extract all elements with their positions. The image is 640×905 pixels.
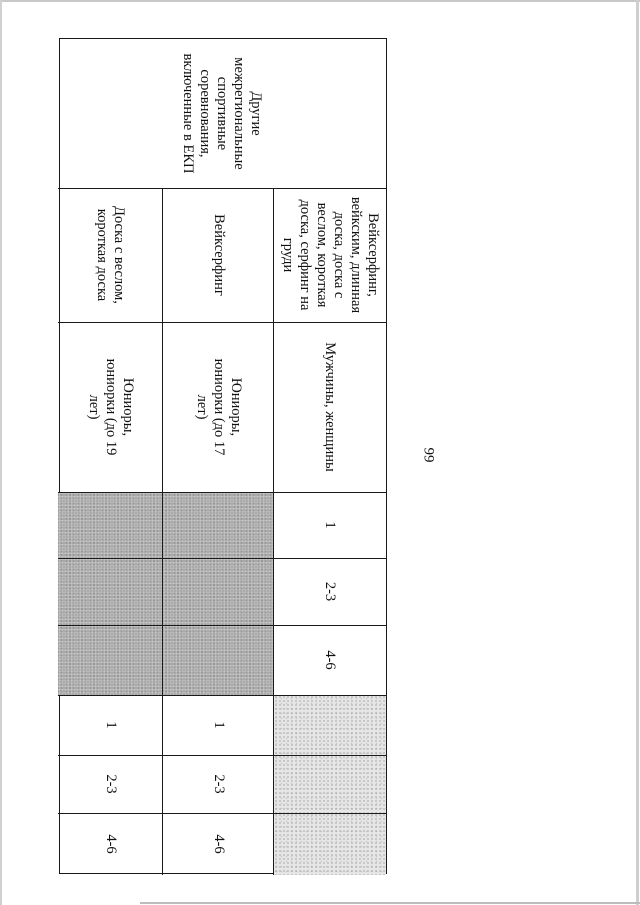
- shaded-cell: [58, 558, 274, 625]
- place-cell: [58, 755, 163, 813]
- discipline-text: Вейксерфинг, вейкским, длинная доска, доска с веслом, короткая доска, серфинг на груди: [279, 196, 381, 313]
- results-table: [59, 38, 387, 874]
- place-cell: [58, 813, 163, 875]
- place-cell: [274, 492, 386, 558]
- page-edge: [0, 0, 2, 905]
- age-group-cell: [274, 322, 386, 492]
- page-number: 99: [420, 447, 437, 463]
- competition-type-cell: [58, 39, 386, 188]
- age-group-cell: [163, 322, 274, 492]
- age-group-text: Юниоры, юниорки (до 17 лет): [193, 358, 244, 455]
- place-value: 2-3: [210, 773, 227, 794]
- page-edge: [0, 0, 640, 2]
- place-value: 4-6: [210, 833, 227, 854]
- discipline-text: Доска с веслом, короткая доска: [94, 205, 127, 304]
- place-value: 1: [210, 720, 227, 729]
- competition-type-text: Другие межрегиональные спортивные соревнования, включенные в ЕКП: [180, 53, 264, 173]
- shaded-cell: [58, 492, 274, 558]
- discipline-text: Вейксерфинг: [210, 213, 227, 296]
- age-group-text: Юниоры, юниорки (до 19 лет): [85, 358, 136, 455]
- discipline-cell: [163, 188, 274, 322]
- place-cell: [163, 695, 274, 755]
- age-group-text: Мужчины, женщины: [322, 341, 338, 472]
- page-edge: [140, 902, 640, 904]
- place-cell: [274, 625, 386, 695]
- discipline-cell: [274, 188, 386, 322]
- place-value: 4-6: [102, 833, 119, 854]
- shaded-cell: [274, 813, 386, 875]
- place-cell: [163, 813, 274, 875]
- page-edge: [636, 0, 639, 905]
- place-cell: [58, 695, 163, 755]
- place-value: 2-3: [102, 773, 119, 794]
- place-value: 2-3: [322, 581, 338, 601]
- place-value: 1: [102, 720, 119, 729]
- place-value: 4-6: [322, 649, 338, 670]
- shaded-cell: [274, 695, 386, 755]
- place-cell: [274, 558, 386, 625]
- place-cell: [163, 755, 274, 813]
- age-group-cell: [58, 322, 163, 492]
- shaded-cell: [274, 755, 386, 813]
- shaded-cell: [58, 625, 274, 695]
- discipline-cell: [58, 188, 163, 322]
- place-value: 1: [322, 520, 338, 529]
